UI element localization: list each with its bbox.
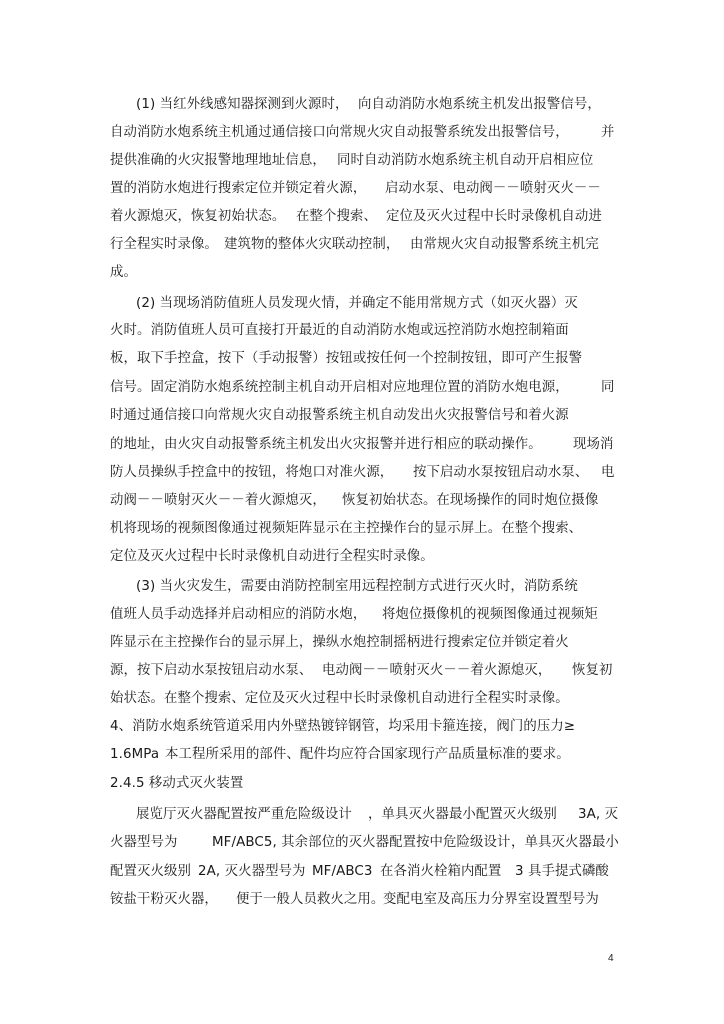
text-segment: 2A, 灭火器型号为 bbox=[198, 864, 306, 879]
text-segment: 源，按下启动水泵按钮启动水泵、 bbox=[110, 663, 313, 678]
text-segment: MF/ABC3 bbox=[312, 864, 373, 879]
text-segment: 本工程所采用的部件、配件均应符合国家现行产品质量标准的要求。 bbox=[165, 747, 570, 762]
text-segment: 行全程实时录像。 bbox=[110, 237, 218, 252]
text-segment: MF/ABC5, 其余部位的灭火器配置按中危险级设计 bbox=[212, 835, 511, 850]
page-number: 4 bbox=[608, 953, 614, 964]
text-segment: (1) 当红外线感知器探测到火源时， bbox=[136, 97, 349, 112]
text-segment: (2) 当现场消防值班人员发现火情，并确定不能用常规方式（如灭火器）灭 bbox=[136, 296, 578, 311]
text-segment: 同 bbox=[601, 380, 615, 395]
text-segment: 由常规火灾自动报警系统主机完 bbox=[410, 237, 599, 252]
text-segment: 值班人员手动选择并启动相应的消防水炮， bbox=[110, 607, 367, 622]
text-segment: 同时自动消防水炮系统主机自动开启相应位 bbox=[337, 153, 594, 168]
text-segment: 恢复初始状态。在现场操作的同时炮位摄像 bbox=[342, 493, 599, 508]
text-segment: 按下启动水泵按钮启动水泵、 bbox=[413, 465, 589, 480]
text-segment: 火时。消防值班人员可直接打开最近的自动消防水炮或远控消防水炮控制箱面 bbox=[110, 323, 569, 338]
text-segment: 电 bbox=[601, 465, 615, 480]
text-segment: 始状态。在整个搜索、定位及灭火过程中长时录像机自动进行全程实时录像。 bbox=[110, 691, 569, 706]
text-segment: 便于一般人员救火之用。 bbox=[236, 892, 385, 907]
text-segment: 启动水泵、电动阀－－喷射灭火－－ bbox=[385, 181, 601, 196]
text-segment: 3A, 灭 bbox=[578, 807, 619, 822]
text-segment: 在整个搜索、 bbox=[296, 209, 377, 224]
text-segment: 在各消火栓箱内配置 bbox=[380, 864, 502, 879]
text-segment: 板，取下手控盒，按下（手动报警）按钮或按任何一个控制按钮，即可产生报警 bbox=[110, 351, 583, 366]
text-segment: 动阀－－喷射灭火－－着火源熄灭， bbox=[110, 493, 326, 508]
text-segment: 火器型号为 bbox=[110, 835, 178, 850]
text-segment: 阵显示在主控操作台的显示屏上，操纵水炮控制摇柄进行搜索定位并锁定着火 bbox=[110, 635, 569, 650]
text-segment: 建筑物的整体火灾联动控制， bbox=[224, 237, 400, 252]
text-segment: 时通过通信接口向常规火灾自动报警系统主机自动发出火灾报警信号和着火源 bbox=[110, 408, 569, 423]
text-segment: 防人员操纵手控盒中的按钮，将炮口对准火源， bbox=[110, 465, 394, 480]
text-segment: 置的消防水炮进行搜索定位并锁定着火源， bbox=[110, 181, 367, 196]
text-segment: 变配电室及高压力分界室设置型号为 bbox=[383, 892, 599, 907]
text-segment: 3 具手提式磷酸 bbox=[515, 864, 609, 879]
text-segment: 将炮位摄像机的视频图像通过视频矩 bbox=[382, 607, 598, 622]
text-segment: 自动消防水炮系统主机通过通信接口向常规火灾自动报警系统发出报警信号， bbox=[110, 125, 569, 140]
text-segment: 4、消防水炮系统管道采用内外壁热镀锌钢管，均采用卡箍连接，阀门的压力≥ bbox=[110, 719, 576, 734]
text-segment: (3) 当火灾发生，需要由消防控制室用远程控制方式进行灭火时，消防系统 bbox=[136, 579, 578, 594]
text-segment: 现场消 bbox=[573, 437, 614, 452]
text-segment: 向自动消防水炮系统主机发出报警信号， bbox=[358, 97, 601, 112]
text-segment: 机将现场的视频图像通过视频矩阵显示在主控操作台的显示屏上。在整个搜索、 bbox=[110, 521, 583, 536]
text-segment: 的地址，由火灾自动报警系统主机发出火灾报警并进行相应的联动操作。 bbox=[110, 437, 542, 452]
text-segment: 配置灭火级别 bbox=[110, 864, 191, 879]
text-segment: ，单具灭火器最小配置灭火级别 bbox=[368, 807, 557, 822]
text-segment: 着火源熄灭，恢复初始状态。 bbox=[110, 209, 286, 224]
text-segment: 定位及灭火过程中长时录像机自动进行全程实时录像。 bbox=[110, 549, 434, 564]
text-segment: 2.4.5 移动式灭火装置 bbox=[110, 776, 244, 791]
text-segment: 并 bbox=[601, 125, 615, 140]
text-segment: 1.6MPa bbox=[110, 747, 160, 762]
text-segment: 电动阀－－喷射灭火－－着火源熄灭， bbox=[322, 663, 552, 678]
text-segment: 展览厅灭火器配置按严重危险级设计 bbox=[136, 807, 352, 822]
text-segment: 定位及灭火过程中长时录像机自动进 bbox=[386, 209, 602, 224]
text-segment: 信号。固定消防水炮系统控制主机自动开启相对应地理位置的消防水炮电源， bbox=[110, 380, 569, 395]
text-segment: 提供准确的火灾报警地理地址信息， bbox=[110, 153, 326, 168]
text-segment: 恢复初 bbox=[572, 663, 613, 678]
text-segment: 铵盐干粉灭火器， bbox=[110, 892, 218, 907]
text-segment: 成。 bbox=[110, 265, 137, 280]
text-segment: ，单具灭火器最小 bbox=[511, 835, 619, 850]
